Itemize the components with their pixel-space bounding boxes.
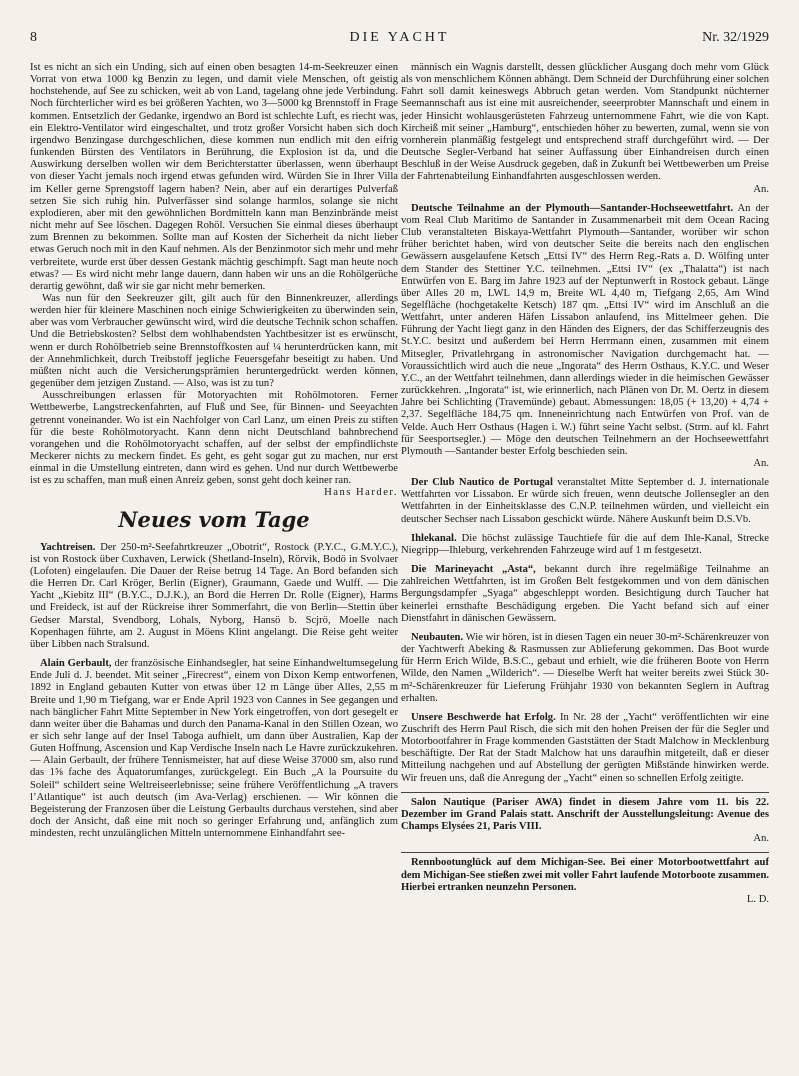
news-keyword: Rennbootunglück auf dem Michigan-See. <box>411 857 606 869</box>
news-text: männisch ein Wagnis darstellt, dessen glücklicher Ausgang doch mehr vom Glück als von menschlichem Können abhängt. Dem Schneid der Durchführung einer solchen Fahrt soll damit keineswegs Abbruch getan werden. Vom Standpunkt nüchterner Seemannschaft aus ist eine mit ausreichender, seeerprobter Mannschaft und einem in jeder Hinsicht wohlausgerüsteten Fahrzeug unternommene Fahrt, wie die von Kapt. Kircheiß mit seiner „Hamburg“, entschieden höher zu bewerten, zumal, wenn sie von vornherein planmäßig festgelegt und entsprechend straff durchgeführt wird. — Der Deutsche Segler-Verband hat seiner Auffassung über Einhandreisen durch einen Beschluß in der Weise Ausdruck gegeben, daß in Zukunft bei Wettbewerben um Preise der Fahrtenabteilung Einhandfahrten ausgeschlossen werden. <box>401 62 769 183</box>
section-title: Neues vom Tage <box>118 506 310 532</box>
news-item <box>401 712 769 785</box>
right-column <box>401 62 769 1070</box>
news-keyword: Die Marineyacht „Asta“, <box>411 564 536 576</box>
news-text: der französische Einhandsegler, hat seine Einhandweltumsegelung Ende Juli d. J. beendet. Mit seiner „Firecrest“, einem von Dixon Kemp entworfenen, 1892 in England gebauten Kutter von etwas über 12 m Länge über Alles, 2,55 m Breite und 1,90 m Tiefgang, war er Ende April 1923 von Cannes in See gegangen und nach bänglicher Fahrt Mitte September in New York eingetroffen, von dort gesegelt er dann weiter über die Bahamas und durch den Panama-Kanal in den Stillen Ozean, wo er sich sehr lange auf der Insel Taboga aufhielt, um dann über Australien, Kap der Guten Hoffnung, Ascension und Kap Verdische Inseln nach Le Havre zurückzukehren. — Alain Gerbault, der frühere Tennismeister, hat auf diese Weise 37000 sm, also rund das 1⅝ fache des Äquatorumfanges, zurückgelegt. Ein Buch „A la Poursuite du Soleil“ schildert seine Weltreiseerlebnisse; seine frühere Veröffentlichung „A travers l’Atlantique“ ist auch deutsch (im Ava-Verlag) erschienen. — Wir können die Begeisterung der Franzosen über die Leistung Gerbaults durchaus verstehen, sind aber doch der Ansicht, daß eine mit noch so geringer Erfahrung und, anfänglich zum mindesten, recht unzulänglichen Mitteln unternommene Einhandfahrt see- <box>30 658 398 840</box>
article-paragraph: Ist es nicht an sich ein Unding, sich auf einen oben besagten 14-m-Seekreuzer einen Vorrat von etwa 1000 kg Benzin zu legen, und damit viele Menschen, oft geistig hochstehende, auf See zu schicken, weit ab von Land, tagelang ohne jede Verbindung. Noch fürchterlicher wird es bei größeren Yachten, wo 3—5000 kg Brennstoff in Frage kommen. Entsetzlich der Gedanke, irgendwo an Bord ist schlechte Luft, es riecht was, ein Elektro-Ventilator wird eingeschaltet, und trotz großer Vorsicht haben sich doch irgendwo Benzingase durchgeschlichen, diese kommen nun endlich mit den eifrig funkenden Bürsten des Ventilators in Berührung, die Explosion ist da, und die Auswirkung derselben wollen wir dem Berichterstatter überlassen, wenn überhaupt von dieser Yacht jemals noch irgend etwas gefunden wird. Würden Sie in Ihrer Villa im Keller gerne Sprengstoff lagern haben? Nein, aber auf ein derartiges Pulverfaß setzen Sie sich ruhig hin. Pulverfässer sind solange harmlos, solange sie nicht explodieren, aber mit den gewöhnlichen Bordmitteln kann man Benzinbrände meist nicht mehr auf See löschen. Dagegen Rohöl. Versuchen Sie einmal dieses überhaupt zum Brennen zu bekommen. Sollte man auf Kosten der Sicherheit da nicht lieber etwas Geruch noch mit in den Kauf nehmen. Als der Benzinmotor sich mehr und mehr verbreitete, wurde erst über dessen Gestank mächtig geschimpft. Sagt man heute noch etwas? — Es wird nicht mehr lange dauern, dann haben wir uns an die Rohölgerüche derartig gewöhnt, daß wir sie gar nicht mehr bemerken. <box>30 62 398 292</box>
news-text: An der vom Real Club Maritimo de Santander in Zusammenarbeit mit dem Ocean Racing Club veranstalteten Biskaya-Wettfahrt Plymouth—Santander, worüber wir schon früher berichtet haben, wird von deutscher Seite die bereits nach den englischen Gewässern ausgelaufene Ketsch „Ettsi IV“ des Herrn Reg.-Rats a. D. Wölfing unter dem Stander des Stettiner Y.C. teilnehmen. „Ettsi IV“ (ex „Thalatta“) ist nach Entwürfen von E. Barg im Jahre 1923 auf der Neptunwerft in Rostock gebaut. Länge über Alles 20 m, LWL 14,9 m, Breite WL 4,40 m, Tiefgang 2,65, Am Wind Segelfläche (hochgetakelte Ketsch) 187 qm. „Ettsi IV“ wird im Anschluß an die Wettfahrt, unter anderen Häfen Lissabon anlaufend, ins Mittelmeer gehen. Die Führung der Yacht liegt ganz in den Händen des Eigners, der das Schifferzeugnis des St.Y.C. besitzt und außerdem bei Herrn Herrmann einen, zusammen mit einem Mitsegler, Privatlehrgang in astronomischer Navigation durchgemacht hat. — Voraussichtlich wird auch die neue „Ingorata“ des Herrn Osthaus, K.Y.C. und Weser Y.C., an der Wettfahrt teilnehmen, dann allerdings wieder in die heimischen Gewässer zurückkehren. „Ingorata“ ist, wie erinnerlich, nach Plänen von Dr. M. Oertz in diesem Jahre bei Schlichting (Travemünde) gebaut. Abmessungen: 18,05 (+ 13,20) + 4,74 + 2,37. Segelfläche 184,75 qm. Inneneinrichtung nach Entwürfen von Prof. van de Velde. Auch Herr Osthaus (Hagen i. W.) führt seine Yacht selbst. (Strm. auf kl. Fahrt für Seesportsegler.) — Möge den deutschen Teilnehmern an der Hochseewettfahrt Plymouth —Santander bester Erfolg beschieden sein. <box>401 202 769 457</box>
article-paragraph: Was nun für den Seekreuzer gilt, gilt auch für den Binnenkreuzer, allerdings werden hier für kleinere Maschinen noch einige Schwierigkeiten zu überwinden sein, aber was vom Verbraucher gewünscht wird, wird die deutsche Technik schon schaffen. Und die Betriebskosten? Selbst dem wohlhabendsten Yachtbesitzer ist es erwünscht, wenn er durch Rohölbetrieb seine Brennstoffkosten auf ¼ herunterdrücken kann, mit der Annehmlichkeit, durch Treibstoff jegliche Feuersgefahr beseitigt zu haben. Und müßten nicht auch die Versicherungsprämien heruntergedrückt werden können, gegenüber dem jetzigen Zustand. — Also, was ist zu tun? <box>30 292 398 390</box>
article-paragraph: Ausschreibungen erlassen für Motoryachten mit Rohölmotoren. Ferner Wettbewerbe, Langstreckenfahrten, auf Fluß und See, für Binnen- und Seeyachten getrennt voneinander. Wo ist ein Nachfolger von Carl Lanz, um einen Preis zu stiften für die beste Rohölmotoryacht. Kann denn nicht Deutschland bahnbrechend vorangehen und die Rohölmotoryacht schaffen, auf der selbst der empfindlichste Meckerer nichts zu meckern findet. Es geht, es geht sogar gut zu machen, nur erst einmal in die Umstellung eintreten, dann wird es gehen. Und nur durch Wettbewerbe ist es zu schaffen, man muß einen Anreiz geben, sonst geht doch keiner ran. <box>30 390 398 487</box>
news-item <box>30 542 398 651</box>
salon-notice <box>401 797 769 846</box>
news-text: In Nr. 28 der „Yacht“ veröffentlichten wir eine Zuschrift des Herrn Paul Risch, die sich mit den hohen Preisen der für die Segler und Motorbootfahrer in Frage kommenden Gaststätten der Stadt Malchow in Mecklenburg beschäftigte. Der Rat der Stadt Malchow hat uns daraufhin mitgeteilt, daß er dieser Mitteilung nachgehen und auf Abstellung der gerügten Mißstände hinwirken werde. Wir freuen uns, daß die Anregung der „Yacht“ einen so schnellen Erfolg zeitigte. <box>401 711 769 784</box>
article-harder <box>30 62 398 500</box>
news-keyword: Unsere Beschwerde hat Erfolg. <box>411 711 556 723</box>
news-keyword: Ihlekanal. <box>411 532 457 544</box>
news-item <box>401 203 769 470</box>
news-sign: L. D. <box>746 893 769 905</box>
page-header <box>30 30 769 50</box>
news-item-continued <box>401 62 769 196</box>
issue-number: Nr. 32/1929 <box>702 30 769 45</box>
news-keyword: Yachtreisen. <box>40 541 96 553</box>
page-number: 8 <box>30 30 37 45</box>
divider <box>401 852 769 853</box>
article-author: Hans Harder. <box>324 487 398 499</box>
news-keyword: Deutsche Teilnahme an der Plymouth—Santander-Hochseewettfahrt. <box>411 202 734 214</box>
left-column <box>30 62 398 1070</box>
news-sign: An. <box>753 183 769 195</box>
news-keyword: Alain Gerbault, <box>40 658 112 670</box>
news-item <box>401 857 769 906</box>
news-text: Die höchst zulässige Tauchtiefe für die auf dem Ihle-Kanal, Strecke Niegripp—Ihleburg, verkehrenden Fahrzeuge wird auf 1 m festgesetzt. <box>401 532 769 556</box>
news-text: Wie wir hören, ist in diesen Tagen ein neuer 30-m²-Schärenkreuzer von der Yachtwerft Abeking & Rasmussen zur Ablieferung gekommen. Das Boot wurde für Herrn Erich Wilde, B.S.C., gebaut und erhielt, wie die früheren Boote von Herrn Wilde, den Namen „Wilderich“. — Dieselbe Werft hat weiter bereits zwei Stück 30-m²-Schärenkreuzer für Lieferung Frühjahr 1930 von bekannten Seglern in Auftrag erhalten. <box>401 631 769 704</box>
news-keyword: Neubauten. <box>411 631 464 643</box>
news-sign: An. <box>753 458 769 469</box>
news-keyword: Salon Nautique <box>411 796 486 808</box>
news-text: Bei einer Motorbootwettfahrt auf dem Michigan-See stießen zwei mit voller Fahrt laufende Motorboote zusammen. Hierbei ertranken neunzehn Personen. <box>401 857 769 893</box>
news-sign: An. <box>753 833 769 845</box>
news-item <box>401 477 769 526</box>
news-item <box>30 658 398 840</box>
divider <box>401 792 769 793</box>
news-text: veranstaltet Mitte September d. J. internationale Wettfahrten vor Lissabon. Er würde sich freuen, wenn deutsche Jollensegler an den Wettfahrten in der Einheitsklasse des C.N.P. teilnehmen würden, und vielleicht ein deutscher Sechser nach Lissabon geschickt würde. Nähere Auskunft beim D.S.Vb. <box>401 477 769 525</box>
news-text: Der 250-m²-Seefahrtkreuzer „Obotrit“, Rostock (P.Y.C., G.M.Y.C.), ist von Rostock über Cuxhaven, Lerwick (Shetland-Inseln), Rörvik, Bodö in Svolvaer (Lofoten) eingelaufen. Die Dauer der Reise betrug 14 Tage. An Bord befanden sich die Herren Dr. Carl Kröger, Berlin (Eigner), Graumann, Gaede und Wulff. — Die Yacht „Kiebitz III“ (B.Y.C., D.J.K.), an Bord die Herren Dr. Rolle (Eigner), Harms und Freideck, ist auf der Rückreise ihrer Sommerfahrt, die von Berlin—Stettin über Gedser Marstal, Svendborg, Lohals, Nyborg, Hansö b. Scjrö, Moelle nach Kopenhagen führte, am 2. August in Möens Klint angelangt. Die Reise geht weiter über Libben nach Stralsund. <box>30 541 398 650</box>
news-text: (Pariser AWA) findet in diesem Jahre vom 11. bis 22. Dezember im Grand Palais statt. Anschrift der Ausstellungsleitung: Avenue des Champs Elysées 21, Paris VIII. <box>401 796 769 833</box>
news-item <box>401 564 769 625</box>
news-item <box>401 533 769 557</box>
news-item <box>401 632 769 705</box>
news-text: bekannt durch ihre regelmäßige Teilnahme an zahlreichen Wettfahrten, ist im Großen Belt festgekommen und von dem dänischen Bergungsdampfer „Syaga“ abgeschleppt worden. Besichtigung durch Taucher hat keinerlei ernsthafte Beschädigung ergeben. Die Yacht befand sich auf einer Dienstfahrt in dänischen Gewässern. <box>401 564 769 624</box>
journal-title: DIE YACHT <box>349 30 450 45</box>
news-keyword: Der Club Nautico de Portugal <box>411 477 553 489</box>
